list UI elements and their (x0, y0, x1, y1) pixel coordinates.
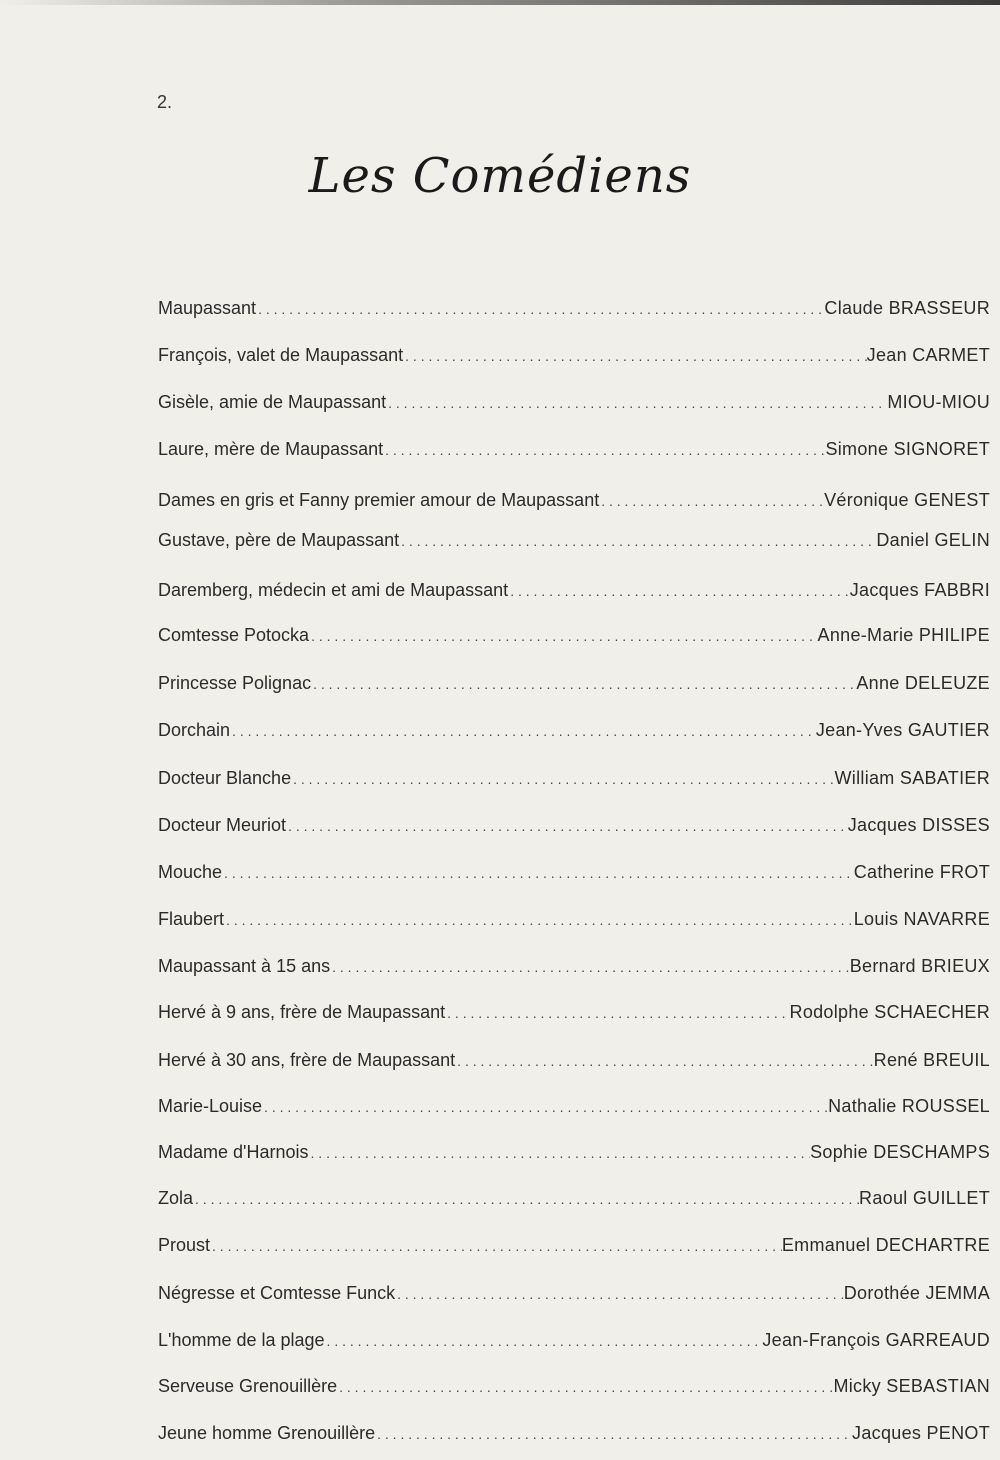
actor-name: Bernard BRIEUX (849, 956, 990, 976)
cast-row (158, 1330, 990, 1358)
cast-row (158, 490, 990, 518)
cast-row (158, 1423, 990, 1451)
cast-row (158, 956, 990, 984)
actor-name: Claude BRASSEUR (824, 298, 990, 318)
role-name: Docteur Meuriot (158, 815, 287, 835)
cast-row (158, 1050, 990, 1078)
role-name: Hervé à 30 ans, frère de Maupassant (158, 1050, 456, 1070)
cast-row (158, 1002, 990, 1030)
role-name: Proust (158, 1235, 211, 1255)
role-name: François, valet de Maupassant (158, 345, 404, 365)
role-name: Maupassant (158, 298, 257, 318)
cast-row (158, 439, 990, 467)
dot-leader (386, 392, 887, 413)
actor-name: Nathalie ROUSSEL (828, 1096, 990, 1116)
actor-name: Dorothée JEMMA (843, 1283, 990, 1303)
dot-leader (455, 1050, 873, 1071)
cast-row (158, 1142, 990, 1170)
actor-name: Anne-Marie PHILIPE (817, 625, 990, 645)
role-name: Flaubert (158, 909, 225, 929)
actor-name: Catherine FROT (853, 862, 990, 882)
role-name: Docteur Blanche (158, 768, 292, 788)
cast-row (158, 862, 990, 890)
actor-name: René BREUIL (873, 1050, 990, 1070)
cast-row (158, 530, 990, 558)
dot-leader (599, 490, 824, 511)
role-name: Gisèle, amie de Maupassant (158, 392, 387, 412)
cast-row (158, 768, 990, 796)
actor-name: Emmanuel DECHARTRE (781, 1235, 990, 1255)
actor-name: Louis NAVARRE (853, 909, 990, 929)
dot-leader (383, 439, 825, 460)
cast-row (158, 720, 990, 748)
role-name: Maupassant à 15 ans (158, 956, 331, 976)
cast-row (158, 345, 990, 373)
dot-leader (445, 1002, 789, 1023)
cast-row (158, 625, 990, 653)
actor-name: Raoul GUILLET (859, 1188, 990, 1208)
actor-name: Jacques FABBRI (849, 580, 990, 600)
role-name: Serveuse Grenouillère (158, 1376, 338, 1396)
cast-row (158, 1188, 990, 1216)
role-name: Comtesse Potocka (158, 625, 310, 645)
role-name: Mouche (158, 862, 223, 882)
dot-leader (337, 1376, 833, 1397)
page-title: Les Comédiens (308, 148, 692, 204)
dot-leader (291, 768, 834, 789)
dot-leader (325, 1330, 763, 1351)
actor-name: Jacques PENOT (852, 1423, 990, 1443)
actor-name: Jean-François GARREAUD (762, 1330, 990, 1350)
role-name: L'homme de la plage (158, 1330, 325, 1350)
dot-leader (230, 720, 816, 741)
role-name: Zola (158, 1188, 194, 1208)
actor-name: MIOU-MIOU (887, 392, 990, 412)
dot-leader (224, 909, 854, 930)
cast-row (158, 815, 990, 843)
role-name: Dorchain (158, 720, 231, 740)
role-name: Marie-Louise (158, 1096, 263, 1116)
dot-leader (286, 815, 848, 836)
page-number: 2. (157, 92, 173, 112)
cast-row (158, 298, 990, 326)
actor-name: Simone SIGNORET (825, 439, 990, 459)
role-name: Jeune homme Grenouillère (158, 1423, 376, 1443)
dot-leader (330, 956, 850, 977)
cast-row (158, 1235, 990, 1263)
actor-name: Jean CARMET (866, 345, 990, 365)
dot-leader (403, 345, 867, 366)
role-name: Dames en gris et Fanny premier amour de Maupassant (158, 490, 600, 510)
dot-leader (395, 1283, 844, 1304)
actor-name: Rodolphe SCHAECHER (789, 1002, 990, 1022)
cast-row (158, 580, 990, 608)
dot-leader (375, 1423, 852, 1444)
dot-leader (256, 298, 824, 319)
cast-row (158, 673, 990, 701)
dot-leader (262, 1096, 828, 1117)
cast-row (158, 1096, 990, 1124)
role-name: Madame d'Harnois (158, 1142, 309, 1162)
actor-name: Jean-Yves GAUTIER (815, 720, 990, 740)
top-edge-line (0, 0, 1000, 5)
dot-leader (222, 862, 854, 883)
actor-name: William SABATIER (834, 768, 990, 788)
role-name: Princesse Polignac (158, 673, 312, 693)
actor-name: Daniel GELIN (876, 530, 990, 550)
dot-leader (193, 1188, 859, 1209)
dot-leader (311, 673, 856, 694)
role-name: Négresse et Comtesse Funck (158, 1283, 396, 1303)
dot-leader (508, 580, 850, 601)
role-name: Daremberg, médecin et ami de Maupassant (158, 580, 509, 600)
cast-row (158, 909, 990, 937)
dot-leader (399, 530, 876, 551)
actor-name: Micky SEBASTIAN (833, 1376, 990, 1396)
actor-name: Véronique GENEST (824, 490, 990, 510)
cast-row (158, 1283, 990, 1311)
role-name: Laure, mère de Maupassant (158, 439, 384, 459)
actor-name: Anne DELEUZE (856, 673, 990, 693)
cast-row (158, 392, 990, 420)
actor-name: Jacques DISSES (847, 815, 990, 835)
actor-name: Sophie DESCHAMPS (810, 1142, 990, 1162)
role-name: Gustave, père de Maupassant (158, 530, 400, 550)
dot-leader (210, 1235, 782, 1256)
dot-leader (309, 1142, 811, 1163)
dot-leader (309, 625, 817, 646)
role-name: Hervé à 9 ans, frère de Maupassant (158, 1002, 446, 1022)
cast-row (158, 1376, 990, 1404)
